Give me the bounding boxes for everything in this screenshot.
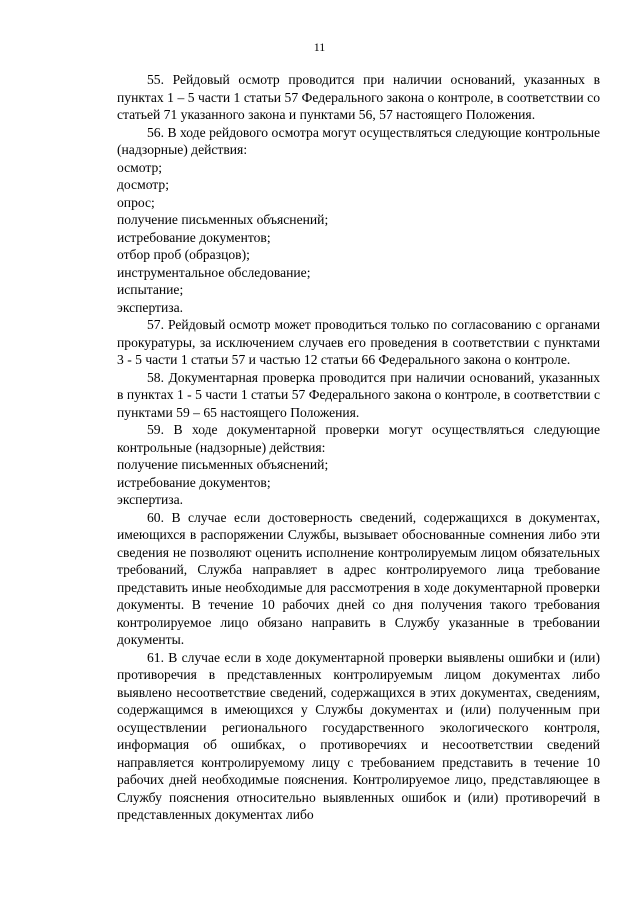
list-item: получение письменных объяснений;	[117, 457, 329, 472]
list-item: истребование документов;	[117, 474, 271, 490]
paragraph-56: 56. В ходе рейдового осмотра могут осуществляться следующие контрольные (надзорные) действия:	[117, 124, 600, 157]
list-item: отбор проб (образцов);	[117, 247, 250, 262]
paragraph-61: 61. В случае если в ходе документарной проверки выявлены ошибки и (или) противоречия в представленных контролируемым лицом документах либо выявлено несоответствие сведений, содержащихся в этих документах, сведениям, содержащимся в имеющихся у Службы документах и (или) полученным при осуществлении регионального государственного экологического контроля, информация об ошибках, о противоречиях и несоответствии сведений направляется контролируемому лицу с требованием представить в течение 10 рабочих дней необходимые пояснения. Контролируемое лицо, представляющее в Службу пояснения относительно выявленных ошибок и (или) противоречий в представленных документах либо	[117, 649, 600, 822]
list-item: получение письменных объяснений;	[117, 212, 329, 227]
list-item: осмотр;	[117, 159, 163, 175]
list-item: досмотр;	[117, 177, 169, 192]
list-item: истребование документов;	[117, 229, 271, 245]
paragraph-59: 59. В ходе документарной проверки могут осуществляться следующие контрольные (надзорные) действия:	[117, 422, 600, 455]
list-56	[117, 159, 600, 317]
page-number: 11	[313, 40, 326, 54]
list-item: экспертиза.	[117, 299, 184, 315]
paragraph-58: 58. Документарная проверка проводится при наличии оснований, указанных в пунктах 1 - 5 части 1 статьи 57 Федерального закона о контроле, в соответствии с пунктами 59 – 65 настоящего Положения.	[117, 369, 600, 420]
list-59	[117, 456, 600, 509]
list-item: испытание;	[117, 282, 184, 297]
list-item: инструментальное обследование;	[117, 264, 311, 280]
document-body	[117, 71, 600, 824]
paragraph-60: 60. В случае если достоверность сведений, содержащихся в документах, имеющихся в распоряжении Службы, вызывает обоснованные сомнения либо эти сведения не позволяют оценить исполнение контролируемым лицом обязательных требований, Служба направляет в адрес контролируемого лица требование представить иные необходимые для рассмотрения в ходе документарной проверки документы. В течение 10 рабочих дней со дня получения такого требования контролируемое лицо обязано направить в Службу указанные в требовании документы.	[117, 509, 600, 647]
list-item: экспертиза.	[117, 492, 184, 507]
list-item: опрос;	[117, 194, 155, 210]
paragraph-55: 55. Рейдовый осмотр проводится при наличии оснований, указанных в пунктах 1 – 5 части 1 статьи 57 Федерального закона о контроле, в соответствии со статьей 71 указанного закона и пунктами 56, 57 настоящего Положения.	[117, 72, 600, 122]
paragraph-57: 57. Рейдовый осмотр может проводиться только по согласованию с органами прокуратуры, за исключением случаев его проведения в соответствии с пунктами 3 - 5 части 1 статьи 57 и частью 12 статьи 66 Федерального закона о контроле.	[117, 317, 600, 367]
